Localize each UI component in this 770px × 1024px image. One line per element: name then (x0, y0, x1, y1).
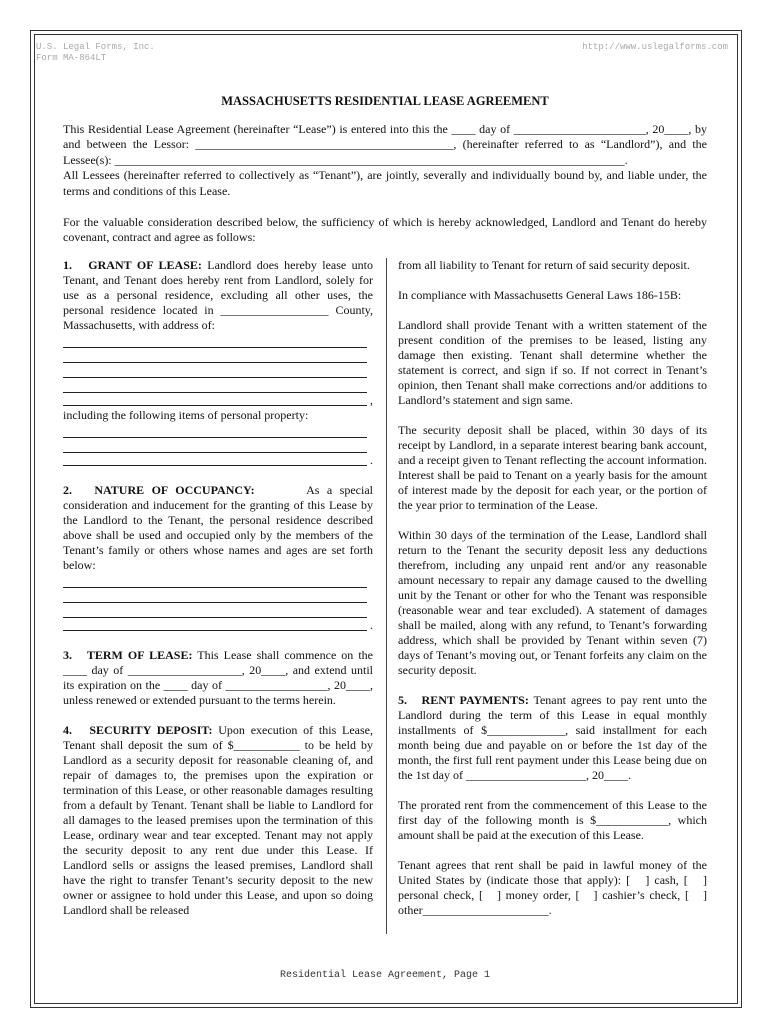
blank-line (63, 603, 367, 618)
blank-line (63, 378, 367, 393)
condition-statement-text: Landlord shall provide Tenant with a written statement of the present condition of the premises to be leased, listing any damage then existing. Tenant shall determine whether the statement is correct, and sign if so. If not correct in Tenant’s opinion, then Tenant shall make corrections and/or additions to Landlord’s statement and sign same. (398, 318, 707, 407)
blank-line (63, 573, 367, 588)
personal-property-label: including the following items of personal property: (63, 408, 309, 422)
property-blank-lines (63, 423, 373, 468)
left-column (63, 258, 373, 933)
section-grant-of-lease (63, 258, 373, 333)
punctuation: . (370, 453, 373, 467)
blank-line (63, 588, 367, 603)
intro-consideration-paragraph: For the valuable consideration described below, the sufficiency of which is hereby acknowledged, Landlord and Tenant do hereby covenant, contract and agree as follows: (63, 215, 707, 245)
right-column (398, 258, 707, 933)
blank-line (63, 363, 367, 378)
deposit-interest-text: The security deposit shall be placed, within 30 days of its receipt by Landlord, in a separate interest bearing bank account, and a receipt given to Tenant reflecting the account information. Interest shall be paid to Tenant on a yearly basis for the amount of interest made by the deposit for each year, or the portion of the year prior to termination of the Lease. (398, 423, 707, 512)
payment-methods-text: Tenant agrees that rent shall be paid in lawful money of the United States by (indicate those that apply): [ ] cash, [ ] personal check, [ ] money order, [ ] cashier’s check, [ ] other_____________________. (398, 858, 707, 917)
deposit-return-text: Within 30 days of the termination of the Lease, Landlord shall return to the Tenant the security deposit less any deductions therefrom, including any unpaid rent and/or any reasonable amount necessary to repair any damage caused to the dwelling unit by the Tenant or other for who the Tenant was responsible (reasonable wear and tear excluded). A statement of damages shall be mailed, along with any refund, to Tenant’s forwarding address, which shall be provided by Tenant within seven (7) days of Tenant’s moving out, or Tenant forfeits any claim on the security deposit. (398, 528, 707, 677)
blank-line (63, 333, 367, 348)
section-term-of-lease (63, 648, 373, 708)
intro-section (63, 122, 707, 246)
section-text: Upon execution of this Lease, Tenant shall deposit the sum of $___________ to be held by Landlord as a security deposit for reasonable cleaning of, and repair of damages to, the premises upon the expiration or termination of this Lease, or other reasonable damages resulting from a default by Tenant. Tenant shall be liable to Landlord for all damages to the leased premises upon the termination of this Lease, ordinary wear and tear excepted. Tenant may not apply the security deposit to any rent due under this Lease. If Landlord sells or assigns the leased premises, Landlord shall have the right to transfer Tenant’s security deposit to the new owner or assignee to hold under this Lease, and upon so doing Landlord shall be released (63, 723, 374, 917)
form-publisher: U.S. Legal Forms, Inc. (36, 42, 155, 52)
blank-line (63, 393, 373, 408)
compliance-text: In compliance with Massachusetts General Laws 186-15B: (398, 288, 682, 302)
section-heading: 3. TERM OF LEASE: (63, 648, 193, 662)
section-text: As a special consideration and inducement for the granting of this Lease by the Landlord to the Tenant, the personal residence described above shall be used and occupied only by the members of the Tenant’s family or others whose names and ages are set forth below: (63, 483, 373, 572)
prorated-rent-text: The prorated rent from the commencement of this Lease to the first day of the following month is $____________, which amount shall be paid at the execution of this Lease. (398, 798, 707, 842)
section-text: Landlord does hereby lease unto Tenant, and Tenant does hereby rent from Landlord, solely for use as a personal residence, excluding all other uses, the personal residence located in __________________ County, Massachusetts, with address of: (63, 258, 374, 332)
source-url: http://www.uslegalforms.com (582, 42, 728, 52)
occupant-blank-lines (63, 573, 373, 633)
section-rent-payments (398, 693, 707, 783)
section-security-deposit (63, 723, 373, 918)
deposit-release-text: from all liability to Tenant for return of said security deposit. (398, 258, 690, 272)
blank-line (63, 438, 367, 453)
column-divider (386, 258, 387, 934)
section-text: Tenant agrees to pay rent unto the Landlord during the term of this Lease in equal monthly installments of $_____________, said installment for each month being due and payable on or before the 1st day of the month, the first full rent payment under this Lease being due on the 1st day of ____________________, 20____. (398, 693, 708, 782)
document-title: MASSACHUSETTS RESIDENTIAL LEASE AGREEMENT (221, 94, 549, 108)
blank-line (63, 348, 367, 363)
blank-line (63, 618, 373, 633)
section-heading: 2. NATURE OF OCCUPANCY: (63, 483, 255, 497)
page-footer: Residential Lease Agreement, Page 1 (279, 970, 491, 981)
intro-parties-paragraph: This Residential Lease Agreement (hereinafter “Lease”) is entered into this the ____ day of ______________________, 20____, by and between the Lessor: ___________________________________________, (hereinafter referred to as “Landlord”), and the Lessee(s): _____________________________________________________________________________________. (63, 122, 707, 167)
section-heading: 1. GRANT OF LEASE: (63, 258, 202, 272)
blank-line (63, 453, 373, 468)
address-blank-lines (63, 333, 373, 408)
blank-line (63, 423, 367, 438)
section-heading: 5. RENT PAYMENTS: (398, 693, 529, 707)
punctuation: . (370, 618, 373, 632)
form-source-header (36, 42, 155, 64)
section-heading: 4. SECURITY DEPOSIT: (63, 723, 213, 737)
section-text: This Lease shall commence on the ____ day of ___________________, 20____, and extend until its expiration on the ____ day of _________________, 20____, unless renewed or extended pursuant to the terms herein. (63, 648, 373, 707)
form-number: Form MA-864LT (36, 53, 107, 63)
intro-lessees-paragraph: All Lessees (hereinafter referred to collectively as “Tenant”), are jointly, severally and individually bound by, and liable under, the terms and conditions of this Lease. (63, 168, 707, 198)
punctuation: , (370, 393, 373, 407)
section-nature-of-occupancy (63, 483, 373, 573)
